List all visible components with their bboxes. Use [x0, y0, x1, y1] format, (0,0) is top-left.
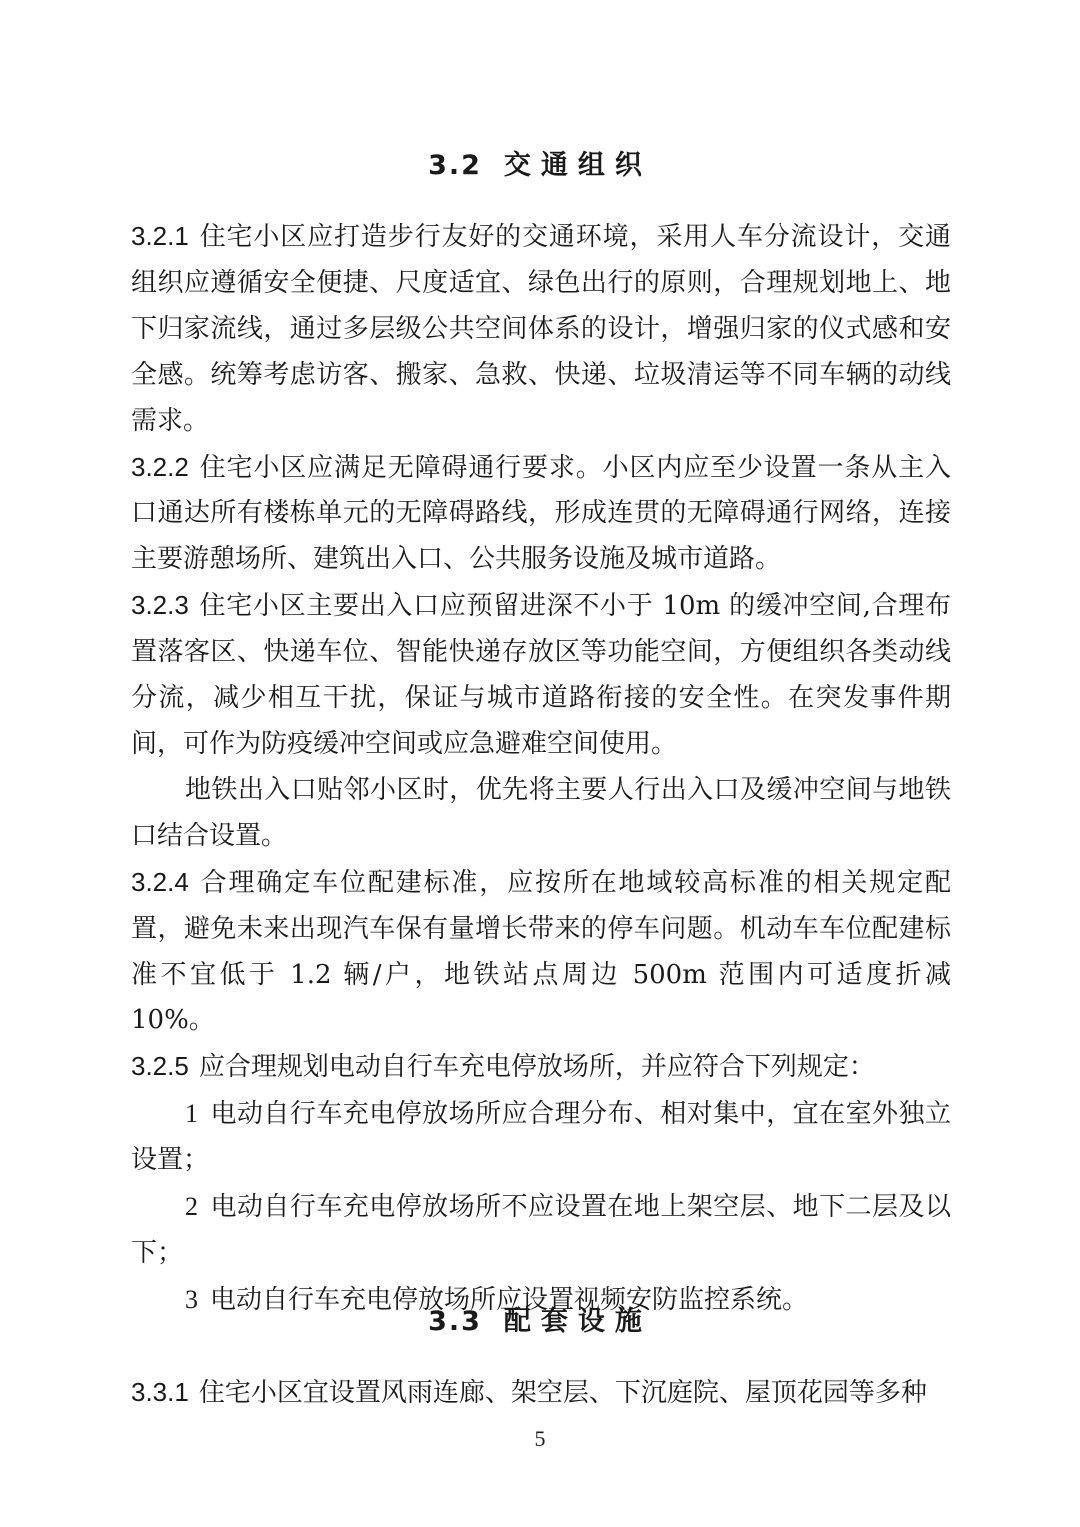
clause-number: 3.2.5 — [131, 1051, 189, 1082]
item-number: 1 — [185, 1099, 198, 1129]
item-text: 电动自行车充电停放场所不应设置在地上架空层、地下二层及以下； — [131, 1192, 951, 1268]
section-heading-3-2 — [0, 146, 1080, 186]
clause-text: 住宅小区应满足无障碍通行要求。小区内应至少设置一条从主入口通达所有楼栋单元的无障碍路线，形成连贯的无障碍通行网络，连接主要游憩场所、建筑出入口、公共服务设施及城市道路。 — [131, 452, 951, 575]
clause-number: 3.2.2 — [131, 451, 189, 482]
item-text: 电动自行车充电停放场所应设置视频安防监控系统。 — [210, 1284, 809, 1315]
clause-3-2-4 — [131, 860, 951, 1045]
clause-number: 3.3.1 — [131, 1377, 189, 1407]
clause-text: 住宅小区主要出入口应预留进深不小于 10m 的缓冲空间,合理布置落客区、快递车位、智能快递存放区等功能空间，方便组织各类动线分流，减少相互干扰，保证与城市道路衔接的安全性。在突发事件期间，可作为防疫缓冲空间或应急避难空间使用。 — [131, 591, 951, 759]
clause-3-2-2 — [131, 445, 951, 584]
section-heading-3-3 — [0, 1302, 1080, 1342]
clause-number: 3.2.3 — [131, 590, 189, 621]
clause-number: 3.2.1 — [131, 221, 189, 251]
section-title: 配套设施 — [503, 1306, 652, 1337]
section-title: 交通组织 — [503, 150, 652, 181]
section-body-3-2 — [131, 214, 951, 1324]
list-item — [131, 1091, 951, 1184]
clause-text: 住宅小区宜设置风雨连廊、架空层、下沉庭院、屋顶花园等多种 — [198, 1378, 927, 1408]
section-body-3-3 — [131, 1370, 951, 1417]
clause-3-3-1 — [131, 1370, 951, 1417]
clause-3-2-5 — [131, 1044, 951, 1091]
clause-text: 住宅小区应打造步行友好的交通环境，采用人车分流设计，交通组织应遵循安全便捷、尺度适宜、绿色出行的原则，合理规划地上、地下归家流线，通过多层级公共空间体系的设计，增强归家的仪式感和安全感。统筹考虑访客、搬家、急救、快递、垃圾清运等不同车辆的动线需求。 — [131, 222, 951, 436]
section-number: 3.2 — [428, 150, 482, 181]
clause-3-2-3 — [131, 583, 951, 768]
item-number: 3 — [185, 1284, 198, 1314]
item-number: 2 — [185, 1192, 198, 1222]
clause-text: 应合理规划电动自行车充电停放场所，并应符合下列规定： — [198, 1052, 875, 1083]
list-item — [131, 1184, 951, 1277]
section-number: 3.3 — [428, 1306, 482, 1337]
clause-3-2-1 — [131, 214, 951, 445]
clause-3-2-3-continuation: 地铁出入口贴邻小区时，优先将主要人行出入口及缓冲空间与地铁口结合设置。 — [131, 774, 951, 851]
clause-text: 合理确定车位配建标准，应按所在地域较高标准的相关规定配置，避免未来出现汽车保有量增长带来的停车问题。机动车车位配建标准不宜低于 1.2 辆/户，地铁站点周边 500m 范围内可适度折减 10%。 — [131, 867, 951, 1036]
clause-number: 3.2.4 — [131, 866, 189, 897]
item-text: 电动自行车充电停放场所应合理分布、相对集中，宜在室外独立设置； — [131, 1099, 951, 1176]
page-number: 5 — [534, 1426, 546, 1451]
